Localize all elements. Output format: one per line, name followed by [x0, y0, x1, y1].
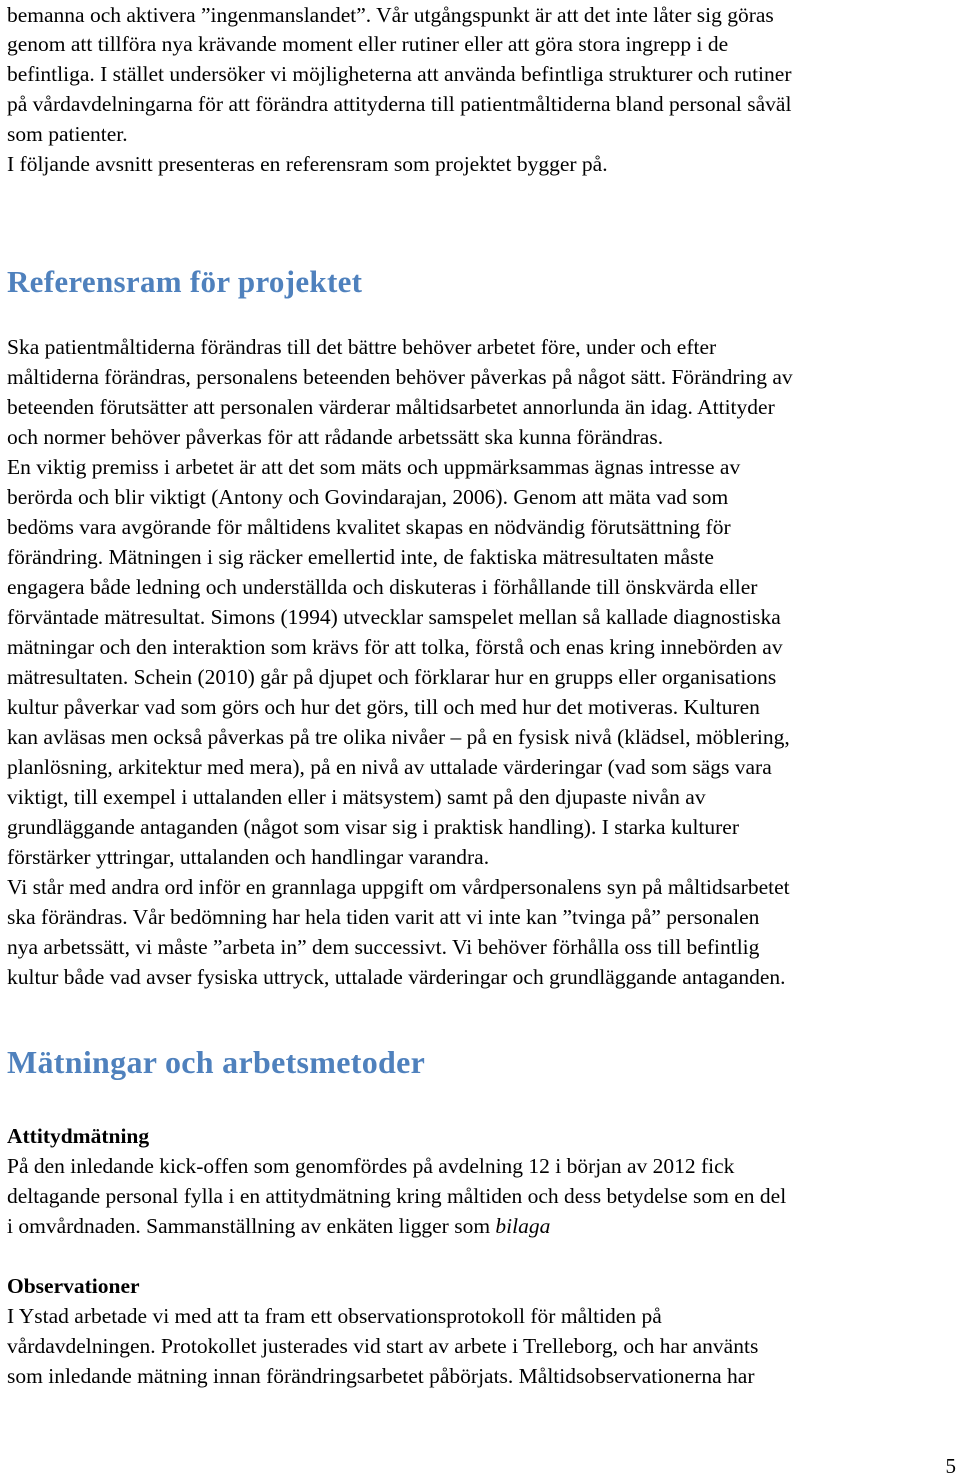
text-line: Vi står med andra ord inför en grannlaga uppgift om vårdpersonalens syn på måltidsarbetet [7, 875, 790, 899]
text-line: berörda och blir viktigt (Antony och Govindarajan, 2006). Genom att mäta vad som [7, 485, 729, 509]
text-line: bedöms vara avgörande för måltidens kvalitet skapas en nödvändig förutsättning för [7, 515, 731, 539]
text-line: viktigt, till exempel i uttalanden eller i mätsystem) samt på den djupaste nivån av [7, 785, 706, 809]
subheading-attitydmatning: Attitydmätning [7, 1124, 150, 1148]
text-line: måltiderna förändras, personalens beteenden behöver påverkas på något sätt. Förändring av [7, 365, 793, 389]
text-line: genom att tillföra nya krävande moment eller rutiner eller att göra stora ingrepp i de [7, 32, 729, 56]
text-line: ska förändras. Vår bedömning har hela tiden varit att vi inte kan ”tvinga på” personalen [7, 905, 760, 929]
text-line: vårdavdelningen. Protokollet justerades vid start av arbete i Trelleborg, och har använts [7, 1334, 759, 1358]
text-line: planlösning, arkitektur med mera), på en nivå av uttalade värderingar (vad som sägs vara [7, 755, 772, 779]
subheading-observationer: Observationer [7, 1274, 140, 1298]
text-line: förstärker yttringar, uttalanden och handlingar varandra. [7, 845, 490, 869]
text-line: på vårdavdelningarna för att förändra attityderna till patientmåltiderna bland personal såväl [7, 92, 792, 116]
text-line: deltagande personal fylla i en attitydmätning kring måltiden och dess betydelse som en del [7, 1184, 787, 1208]
text-line: förväntade mätresultat. Simons (1994) utvecklar samspelet mellan så kallade diagnostiska [7, 605, 781, 629]
text-line: kultur både vad avser fysiska uttryck, uttalade värderingar och grundläggande antaganden. [7, 965, 786, 989]
text-line: En viktig premiss i arbetet är att det som mäts och uppmärksammas ägnas intresse av [7, 455, 741, 479]
text-line: grundläggande antaganden (något som visar sig i praktisk handling). I starka kulturer [7, 815, 739, 839]
text-line: förändring. Mätningen i sig räcker emellertid inte, de faktiska mätresultaten måste [7, 545, 714, 569]
text-line: I följande avsnitt presenteras en referensram som projektet bygger på. [7, 152, 608, 176]
text-line: bemanna och aktivera ”ingenmanslandet”. Vår utgångspunkt är att det inte låter sig göras [7, 3, 774, 27]
text-line: nya arbetssätt, vi måste ”arbeta in” dem successivt. Vi behöver förhålla oss till befintlig [7, 935, 760, 959]
text-line: som patienter. [7, 122, 128, 146]
section-heading-referensram: Referensram för projektet [7, 264, 363, 299]
text-line: Ska patientmåltiderna förändras till det bättre behöver arbetet före, under och efter [7, 335, 717, 359]
text-line: som inledande mätning innan förändringsarbetet påbörjats. Måltidsobservationerna har [7, 1364, 755, 1388]
text-line: I Ystad arbetade vi med att ta fram ett observationsprotokoll för måltiden på [7, 1304, 662, 1328]
text-line: befintliga. I stället undersöker vi möjligheterna att använda befintliga strukturer och rutiner [7, 62, 792, 86]
text-line: och normer behöver påverkas för att rådande arbetssätt ska kunna förändras. [7, 425, 664, 449]
text-line: engagera både ledning och underställda och diskuteras i förhållande till önskvärda eller [7, 575, 758, 599]
text-line: mätningar och den interaktion som krävs för att tolka, förstå och enas kring innebörden av [7, 635, 783, 659]
text-span: i omvårdnaden. Sammanställning av enkäten ligger som [7, 1214, 496, 1238]
page-number: 5 [945, 1454, 956, 1478]
section-heading-matningar: Mätningar och arbetsmetoder [7, 1044, 426, 1080]
text-line: beteenden förutsätter att personalen värderar måltidsarbetet annorlunda än idag. Attityder [7, 395, 775, 419]
text-line: mätresultaten. Schein (2010) går på djupet och förklarar hur en grupps eller organisations [7, 665, 777, 689]
text-line: kan avläsas men också påverkas på tre olika nivåer – på en fysisk nivå (klädsel, möblering, [7, 725, 790, 749]
text-line: På den inledande kick-offen som genomfördes på avdelning 12 i början av 2012 fick [7, 1154, 735, 1178]
bilaga-reference: bilaga [495, 1214, 551, 1238]
text-line: kultur påverkar vad som görs och hur det görs, till och med hur det motiveras. Kulturen [7, 695, 760, 719]
text-line [7, 1211, 959, 1241]
